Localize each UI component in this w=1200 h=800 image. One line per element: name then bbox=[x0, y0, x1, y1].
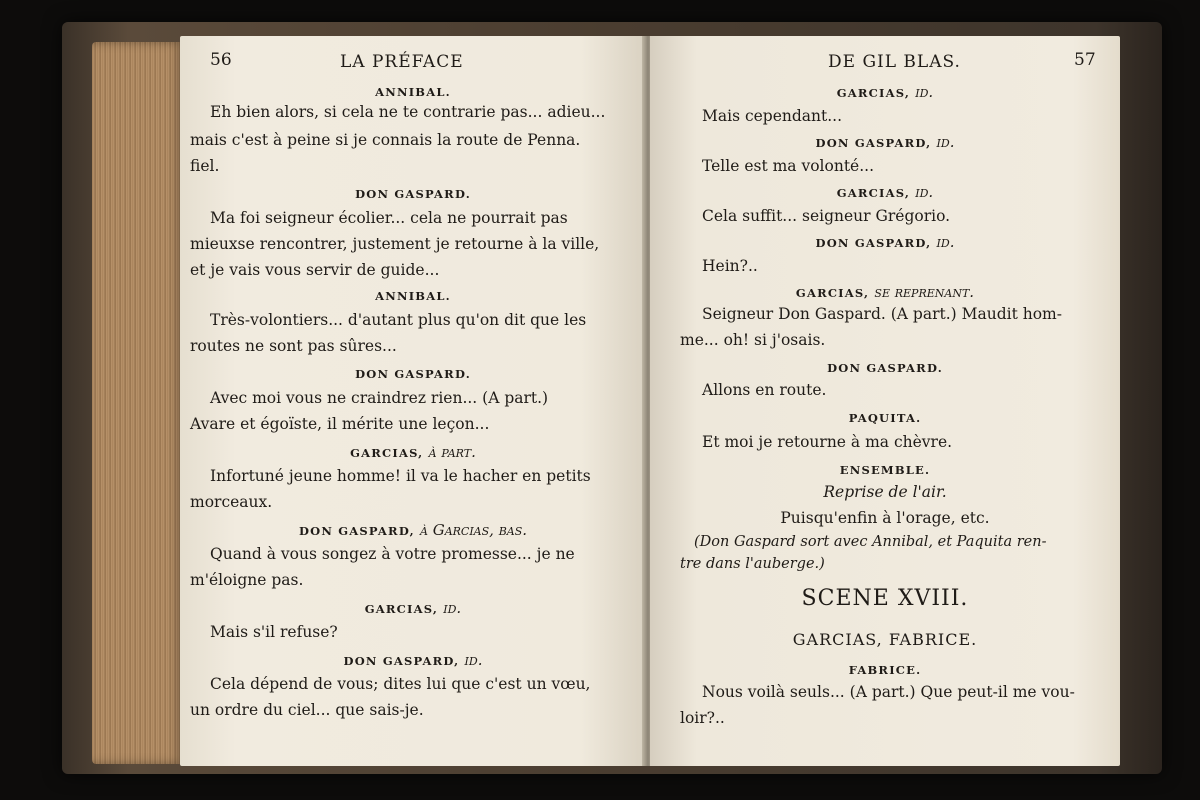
dialogue-line: routes ne sont pas sûres... bbox=[190, 337, 397, 355]
page-number-left: 56 bbox=[210, 50, 232, 70]
dialogue-line: un ordre du ciel... que sais-je. bbox=[190, 701, 424, 719]
dialogue-line: Eh bien alors, si cela ne te contrarie pas... adieu... bbox=[210, 103, 606, 121]
right-page bbox=[650, 36, 1120, 766]
speaker-label bbox=[180, 522, 646, 539]
speaker-name: DON GASPARD. bbox=[355, 367, 471, 381]
speaker-name: GARCIAS, bbox=[350, 446, 424, 460]
stage-direction: à Garcias, bas. bbox=[420, 521, 528, 539]
speaker-label bbox=[650, 360, 1120, 376]
speaker-name: DON GASPARD. bbox=[827, 361, 943, 375]
speaker-name: DON GASPARD, bbox=[815, 136, 932, 150]
speaker-label bbox=[650, 184, 1120, 201]
dialogue-line: Hein?.. bbox=[702, 257, 758, 275]
speaker-name: GARCIAS, bbox=[795, 286, 870, 300]
speaker-label bbox=[650, 662, 1120, 678]
dialogue-line: Nous voilà seuls... (A part.) Que peut-il me vou- bbox=[702, 683, 1075, 701]
stage-direction: id. bbox=[915, 183, 934, 201]
dialogue-line: Quand à vous songez à votre promesse... je ne bbox=[210, 545, 575, 563]
speaker-name: DON GASPARD, bbox=[815, 236, 932, 250]
dialogue-line: m'éloigne pas. bbox=[190, 571, 304, 589]
dialogue-line: Avare et égoïste, il mérite une leçon... bbox=[190, 415, 490, 433]
running-head-right: DE GIL BLAS. bbox=[828, 52, 961, 72]
speaker-label bbox=[650, 234, 1120, 251]
speaker-name: ENSEMBLE. bbox=[839, 463, 931, 477]
stage-direction: id. bbox=[915, 83, 934, 101]
speaker-label bbox=[180, 444, 646, 461]
dialogue-line: Cela suffit... seigneur Grégorio. bbox=[702, 207, 951, 225]
scene-characters: GARCIAS, FABRICE. bbox=[792, 630, 978, 649]
speaker-name: GARCIAS, bbox=[836, 86, 911, 100]
stage-direction-line: (Don Gaspard sort avec Annibal, et Paquita ren- bbox=[694, 534, 1047, 550]
dialogue-line: Seigneur Don Gaspard. (A part.) Maudit hom- bbox=[702, 305, 1062, 323]
running-head-left: LA PRÉFACE bbox=[340, 52, 464, 72]
speaker-name: ANNIBAL. bbox=[375, 85, 451, 99]
dialogue-line: loir?.. bbox=[680, 709, 725, 727]
speaker-label bbox=[650, 410, 1120, 426]
dialogue-line: mais c'est à peine si je connais la route de Penna. bbox=[190, 131, 581, 149]
stage-direction: se reprenant. bbox=[874, 283, 975, 301]
dialogue-line: Telle est ma volonté... bbox=[702, 157, 875, 175]
dialogue-line: Infortuné jeune homme! il va le hacher en petits bbox=[210, 467, 591, 485]
dialogue-line: morceaux. bbox=[190, 493, 273, 511]
dialogue-line: Mais s'il refuse? bbox=[210, 623, 338, 641]
speaker-label bbox=[180, 288, 646, 304]
dialogue-line: Avec moi vous ne craindrez rien... (A part.) bbox=[210, 389, 549, 407]
stage-direction: id. bbox=[464, 651, 483, 669]
centered-line: Puisqu'enfin à l'orage, etc. bbox=[780, 509, 990, 527]
speaker-label bbox=[650, 134, 1120, 151]
speaker-name: ANNIBAL. bbox=[375, 289, 451, 303]
speaker-label bbox=[180, 652, 646, 669]
dialogue-line: fiel. bbox=[190, 157, 220, 175]
dialogue-line: Allons en route. bbox=[702, 381, 827, 399]
speaker-name: GARCIAS, bbox=[364, 602, 439, 616]
stage-direction: id. bbox=[443, 599, 462, 617]
speaker-label bbox=[650, 284, 1120, 301]
stage-direction: à part. bbox=[428, 443, 476, 461]
stage-direction-line: tre dans l'auberge.) bbox=[680, 556, 825, 572]
speaker-label bbox=[180, 186, 646, 202]
scene-title: SCENE XVIII. bbox=[801, 586, 969, 611]
speaker-label bbox=[650, 462, 1120, 478]
dialogue-line: Et moi je retourne à ma chèvre. bbox=[702, 433, 953, 451]
speaker-label bbox=[180, 84, 646, 100]
speaker-label bbox=[180, 600, 646, 617]
page-edges bbox=[92, 42, 184, 764]
dialogue-line: mieuxse rencontrer, justement je retourne à la ville, bbox=[190, 235, 600, 253]
dialogue-line: et je vais vous servir de guide... bbox=[190, 261, 440, 279]
dialogue-line: Ma foi seigneur écolier... cela ne pourrait pas bbox=[210, 209, 568, 227]
speaker-name: PAQUITA. bbox=[848, 411, 922, 425]
speaker-name: DON GASPARD, bbox=[298, 524, 415, 538]
speaker-label bbox=[650, 84, 1120, 101]
dialogue-line: me... oh! si j'osais. bbox=[680, 331, 826, 349]
speaker-name: GARCIAS, bbox=[836, 186, 911, 200]
stage-direction: id. bbox=[936, 233, 955, 251]
dialogue-line: Très-volontiers... d'autant plus qu'on dit que les bbox=[210, 311, 587, 329]
speaker-name: DON GASPARD, bbox=[343, 654, 460, 668]
left-page bbox=[180, 36, 646, 766]
centered-line: Reprise de l'air. bbox=[823, 483, 947, 501]
page-number-right: 57 bbox=[1074, 50, 1096, 70]
speaker-name: FABRICE. bbox=[848, 663, 922, 677]
speaker-label bbox=[180, 366, 646, 382]
dialogue-line: Mais cependant... bbox=[702, 107, 843, 125]
stage-direction: id. bbox=[936, 133, 955, 151]
speaker-name: DON GASPARD. bbox=[355, 187, 471, 201]
dialogue-line: Cela dépend de vous; dites lui que c'est un vœu, bbox=[210, 675, 591, 693]
